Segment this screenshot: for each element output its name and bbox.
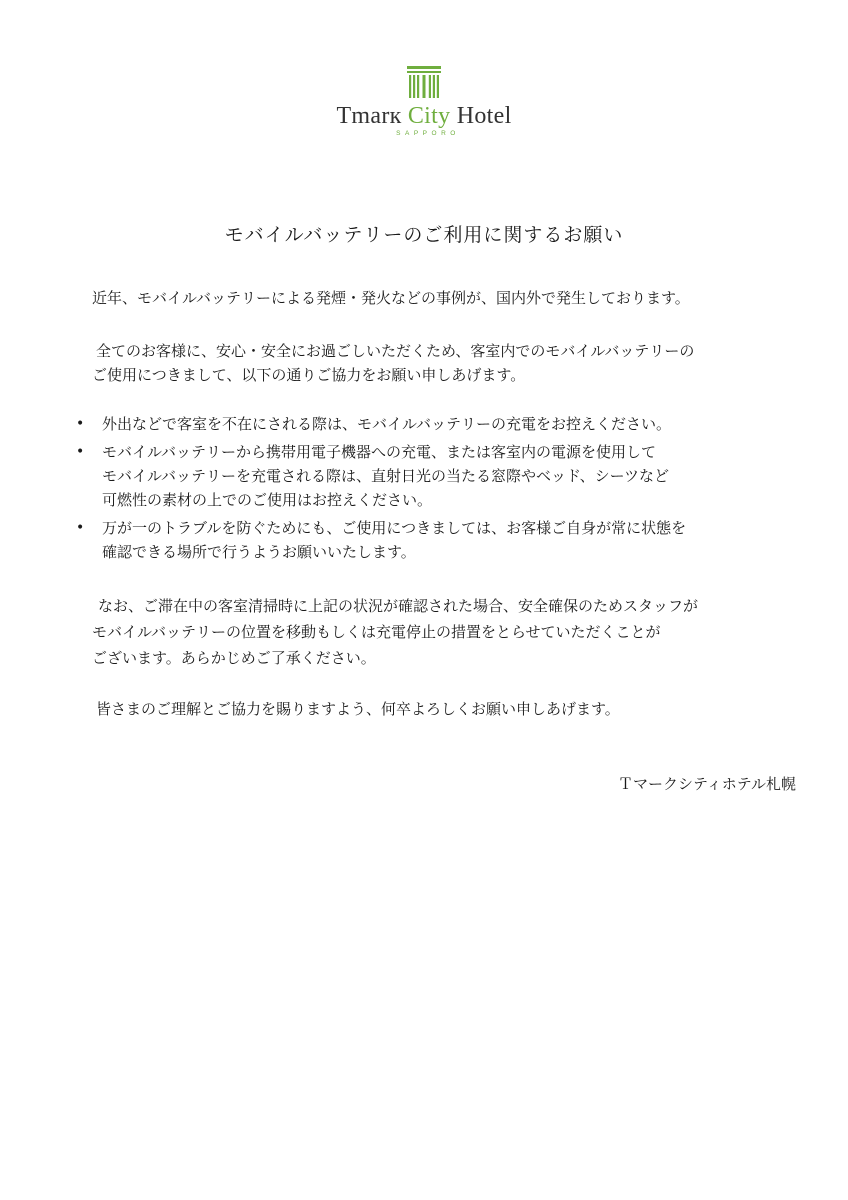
request-line-1: 全てのお客様に、安心・安全にお過ごしいただくため、客室内でのモバイルバッテリーの [96,342,695,360]
hotel-logo [0,66,848,137]
bullet-3-line-1: 万が一のトラブルを防ぐためにも、ご使用につきましては、お客様ご自身が常に状態を [102,519,687,537]
note-line-3: ございます。あらかじめご了承ください。 [92,649,376,667]
hotel-name-part2: Hotel [450,103,512,129]
hotel-name [0,102,848,130]
bullet-2-line-2: モバイルバッテリーを充電される際は、直射日光の当たる窓際やベッド、シーツなど [102,467,670,485]
hotel-location: SAPPORO [396,130,460,137]
page-title: モバイルバッテリーのご利用に関するお願い [224,224,624,246]
bullet-dot: • [76,416,85,432]
bullet-dot: • [76,444,85,460]
hotel-name-accent: City [407,103,451,129]
intro-paragraph: 近年、モバイルバッテリーによる発煙・発火などの事例が、国内外で発生しております。 [92,289,690,307]
request-line-2: ご使用につきまして、以下の通りご協力をお願い申しあげます。 [92,366,526,384]
hotel-name-part1: Tmarк [336,103,408,129]
bullet-2-line-3: 可燃性の素材の上でのご使用はお控えください。 [102,491,433,509]
signature: Ｔマークシティホテル札幌 [617,775,796,793]
bullet-3-line-2: 確認できる場所で行うようお願いいたします。 [102,543,416,561]
tmark-logo-icon [407,66,441,98]
note-line-1: なお、ご滞在中の客室清掃時に上記の状況が確認された場合、安全確保のためスタッフが [98,597,699,615]
bullet-2-line-1: モバイルバッテリーから携帯用電子機器への充電、または客室内の電源を使用して [102,443,656,461]
note-line-2: モバイルバッテリーの位置を移動もしくは充電停止の措置をとらせていただくことが [92,623,661,641]
bullet-dot: • [76,520,85,536]
closing-paragraph: 皆さまのご理解とご協力を賜りますよう、何卒よろしくお願い申しあげます。 [96,700,620,718]
bullet-1-line-1: 外出などで客室を不在にされる際は、モバイルバッテリーの充電をお控えください。 [102,415,671,433]
